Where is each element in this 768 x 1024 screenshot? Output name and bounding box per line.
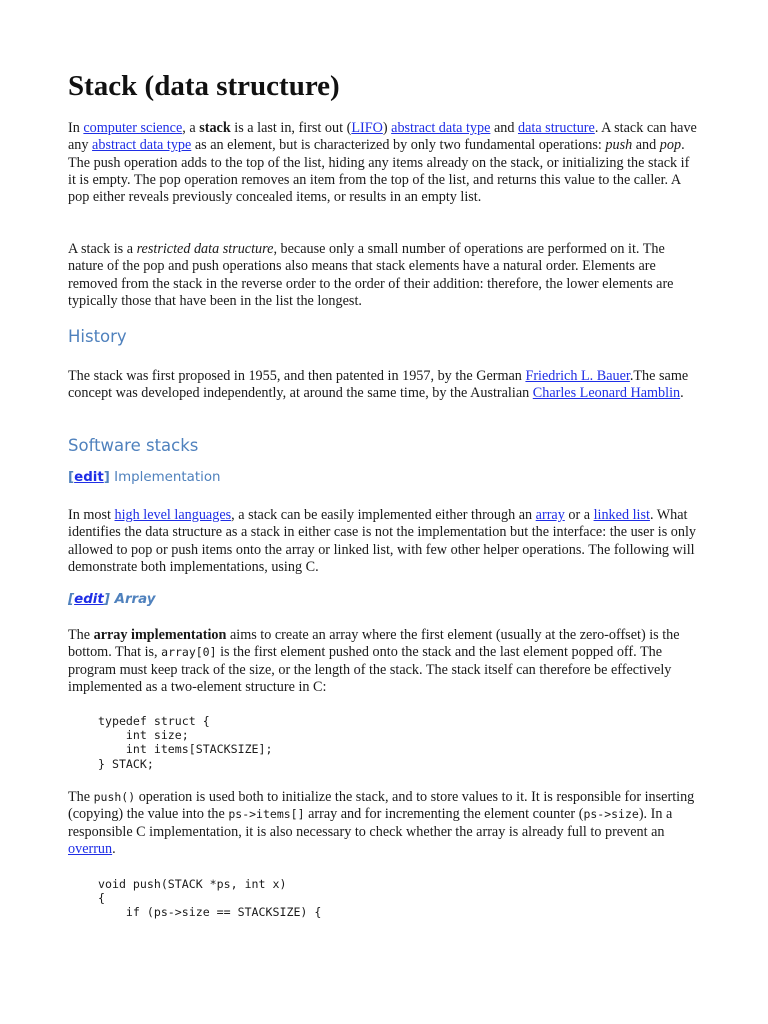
text: In bbox=[68, 120, 84, 136]
text: or a bbox=[564, 507, 594, 523]
inline-code: ps->items[] bbox=[228, 807, 305, 822]
text: is the first element pushed onto the stack and the last element popped off. The program must keep track of the size, or the length of the stack. The stack itself can therefore be effectively implemented as a two-element structure in C: bbox=[68, 644, 672, 695]
text: operation is used both to initialize the stack, and to store values to it. It is responsible for inserting (copying) the value into the bbox=[68, 789, 695, 823]
bracket: ] bbox=[103, 592, 110, 607]
text: , a stack can be easily implemented either through an bbox=[231, 507, 536, 523]
heading-history: History bbox=[68, 327, 127, 346]
text: The stack was first proposed in 1955, and then patented in 1957, by the German bbox=[68, 368, 526, 384]
link-overrun[interactable]: overrun bbox=[68, 840, 113, 857]
text: aims to create an array where the first element (usually at the zero-offset) is the bottom. That is, bbox=[68, 627, 680, 661]
text: . bbox=[112, 840, 116, 857]
term-array-implementation: array implementation bbox=[93, 627, 227, 643]
text: , a bbox=[182, 120, 200, 136]
term-push: push bbox=[605, 137, 633, 154]
text: is a last in, first out ( bbox=[230, 120, 352, 136]
text: .The same concept was developed independently, at around the same time, by the Australian bbox=[68, 368, 689, 402]
intro-paragraph bbox=[68, 120, 698, 206]
inline-code: array[0] bbox=[161, 645, 217, 660]
heading-label: Array bbox=[109, 592, 156, 607]
link-abstract-data-type-2[interactable]: abstract data type bbox=[92, 137, 192, 154]
text: ). In a responsible C implementation, it is also necessary to check whether the array is already full to prevent an bbox=[68, 806, 673, 840]
code-block-push: void push(STACK *ps, int x) { if (ps->size == STACKSIZE) { bbox=[98, 877, 322, 920]
link-friedrich-bauer[interactable]: Friedrich L. Bauer bbox=[525, 368, 630, 384]
implementation-paragraph bbox=[68, 507, 698, 576]
bracket: ] bbox=[103, 470, 110, 485]
bracket: [ bbox=[68, 470, 75, 485]
edit-link[interactable]: edit bbox=[74, 592, 104, 607]
link-array[interactable]: array bbox=[535, 507, 565, 523]
page-title: Stack (data structure) bbox=[68, 70, 340, 102]
link-data-structure[interactable]: data structure bbox=[518, 120, 595, 136]
heading-software-stacks: Software stacks bbox=[68, 436, 199, 455]
text: ) bbox=[382, 120, 392, 136]
link-abstract-data-type[interactable]: abstract data type bbox=[391, 120, 491, 136]
array-paragraph bbox=[68, 627, 698, 696]
text: A stack is a bbox=[68, 241, 137, 257]
edit-link[interactable]: edit bbox=[74, 470, 104, 485]
text: The bbox=[68, 789, 94, 805]
link-computer-science[interactable]: computer science bbox=[83, 120, 183, 136]
text: The bbox=[68, 627, 94, 643]
text: . The push operation adds to the top of the list, hiding any items already on the stack, or initializing the stack if it is empty. The pop operation removes an item from the top of the list, and returns this value to the caller. A pop either reveals previously concealed items, or results in an empty list. bbox=[68, 137, 690, 206]
bracket: [ bbox=[68, 592, 75, 607]
inline-code: push() bbox=[93, 790, 136, 804]
text: and bbox=[490, 120, 518, 136]
link-linked-list[interactable]: linked list bbox=[593, 507, 650, 523]
text: . A stack can have any bbox=[68, 120, 697, 154]
text: and bbox=[632, 137, 660, 154]
text: In most bbox=[68, 507, 115, 523]
code-block-struct: typedef struct { int size; int items[STACKSIZE]; } STACK; bbox=[98, 714, 273, 771]
text: , because only a small number of operations are performed on it. The nature of the pop and push operations also means that stack elements have a natural order. Elements are removed from the stack in the reverse order to the order of their addition: therefore, the lower elements are typically those that have been in the list the longest. bbox=[68, 241, 674, 309]
text: . bbox=[680, 385, 684, 402]
text: array and for incrementing the element counter ( bbox=[304, 806, 584, 823]
push-paragraph bbox=[68, 789, 698, 858]
link-lifo[interactable]: LIFO bbox=[351, 120, 383, 136]
text: as an element, but is characterized by only two fundamental operations: bbox=[191, 137, 606, 154]
heading-array bbox=[68, 591, 698, 609]
restricted-paragraph bbox=[68, 241, 698, 310]
link-high-level-languages[interactable]: high level languages bbox=[114, 507, 232, 523]
term-pop: pop bbox=[659, 137, 682, 154]
inline-code: ps->size bbox=[583, 807, 639, 822]
term-restricted: restricted data structure bbox=[136, 241, 274, 257]
heading-implementation bbox=[68, 469, 698, 487]
text: . What identifies the data structure as a stack in either case is not the implementation but the interface: the user is only allowed to pop or push items onto the array or linked list, with few other helper operations. The following will demonstrate both implementations, using C. bbox=[68, 507, 696, 575]
heading-label: Implementation bbox=[109, 470, 221, 485]
term-stack: stack bbox=[199, 120, 231, 136]
history-paragraph bbox=[68, 368, 698, 403]
link-charles-hamblin[interactable]: Charles Leonard Hamblin bbox=[532, 385, 681, 402]
